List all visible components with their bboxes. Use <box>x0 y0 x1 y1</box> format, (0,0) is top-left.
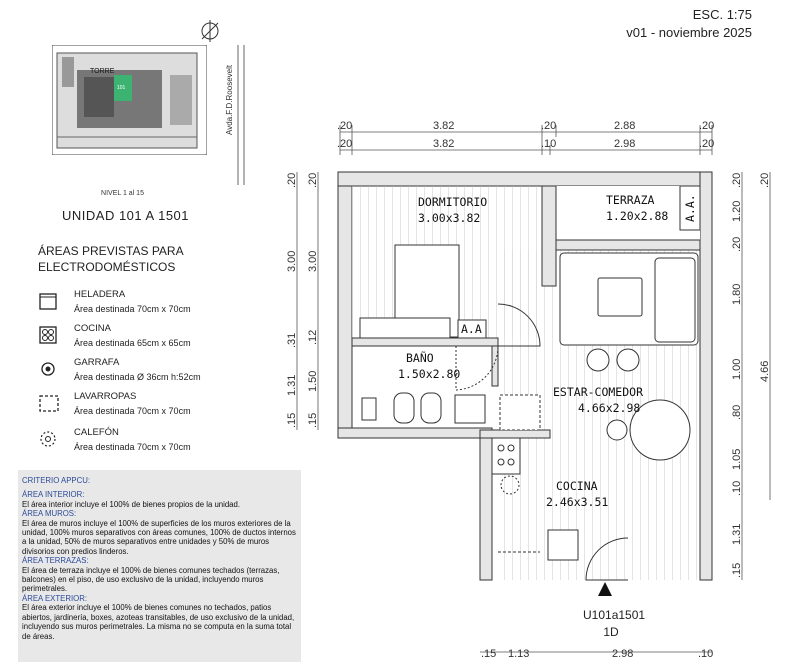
dim-left-2: 1.50 <box>307 370 319 392</box>
legend-name: CALEFÓN <box>74 427 119 438</box>
dim-left-2: .20 <box>307 172 319 188</box>
aa-label-terraza: A.A. <box>683 194 697 222</box>
room-size: 1.50x2.80 <box>398 367 461 381</box>
appliances-title: ÁREAS PREVISTAS PARA ELECTRODOMÉSTICOS <box>38 244 183 274</box>
legend-name: COCINA <box>74 323 111 334</box>
dim-bottom: 2.98 <box>612 648 634 660</box>
dim-left-1: .20 <box>286 172 298 188</box>
room-size: 4.66x2.98 <box>578 401 641 415</box>
dim-right-1: 1.80 <box>731 283 743 305</box>
dim-left-1: .31 <box>286 332 298 348</box>
aa-label-dorm: A.A <box>461 322 482 336</box>
dim-right-1: .80 <box>731 404 743 420</box>
dim-right-2: .20 <box>759 172 771 188</box>
dim-right-1: 1.00 <box>731 358 743 380</box>
criteria-title: CRITERIO APPCU: <box>22 476 91 485</box>
dim-bottom: .15 <box>481 648 497 660</box>
unit-code: U101a1501 <box>583 608 646 622</box>
criteria-text: El área interior incluye el 100% de bienes propios de la unidad. <box>22 499 241 509</box>
room-name: BAÑO <box>406 351 434 365</box>
dim-left-1: 3.00 <box>286 250 298 272</box>
dim-top-1: .20 <box>541 120 557 132</box>
legend-desc: Área destinada Ø 36cm h:52cm <box>74 372 201 382</box>
room-size: 1.20x2.88 <box>606 209 669 223</box>
plan-code <box>583 607 646 641</box>
dim-top-2: .20 <box>699 138 715 150</box>
criteria-heading: ÁREA TERRAZAS: <box>22 556 89 566</box>
dim-left-2: .12 <box>307 329 319 345</box>
dim-left-2: .15 <box>307 412 319 428</box>
room-name: TERRAZA <box>606 193 655 207</box>
legend-name: LAVARROPAS <box>74 391 137 402</box>
criteria-text: El área de muros incluye el 100% de superficies de los muros exteriores de la unidad, 100% muros separativos con áreas comunes, 100% de ductos internos a la unidad, 50% de muros separativos entre unidades y 50% de muros divisorios con predios linderos. <box>22 518 296 556</box>
tower-label: TORRE <box>90 68 115 75</box>
criteria-heading: ÁREA INTERIOR: <box>22 490 85 500</box>
dim-top-2: 3.82 <box>433 138 455 150</box>
legend-desc: Área destinada 70cm x 70cm <box>74 304 191 314</box>
version-label: v01 - noviembre 2025 <box>626 25 752 40</box>
unit-title: UNIDAD 101 A 1501 <box>62 208 190 223</box>
dim-right-1: .20 <box>731 236 743 252</box>
dim-bottom: .10 <box>698 648 714 660</box>
dim-right-1: .10 <box>731 480 743 496</box>
legend-desc: Área destinada 70cm x 70cm <box>74 442 191 452</box>
legend-desc: Área destinada 70cm x 70cm <box>74 406 191 416</box>
dim-left-1: 1.31 <box>286 374 298 396</box>
criteria-text: El área exterior incluye el 100% de bienes comunes no techados, patios abiertos, jardinería, boxes, azoteas transitables, de uso exclusivo de la unidad, incluyendo sus muros perimetrales. La misma no se computa en la suma total de áreas. <box>22 603 295 641</box>
room-name: ESTAR-COMEDOR <box>553 385 644 399</box>
dim-right-2: 4.66 <box>759 360 771 382</box>
scale-label: ESC. 1:75 <box>692 7 752 22</box>
dim-left-2: 3.00 <box>307 250 319 272</box>
dim-top-1: .20 <box>699 120 715 132</box>
dim-top-2: .20 <box>337 138 353 150</box>
dim-bottom: 1.13 <box>508 648 530 660</box>
dim-top-1: .20 <box>337 120 353 132</box>
dim-right-1: 1.31 <box>731 523 743 545</box>
dim-left-1: .15 <box>286 412 298 428</box>
dim-top-2: .10 <box>541 138 557 150</box>
dim-right-1: .15 <box>731 562 743 578</box>
dim-right-1: 1.05 <box>731 448 743 470</box>
criteria-text: El área de terraza incluye el 100% de bienes comunes techados (terrazas, balcones) en el piso, de uso exclusivo de la unidad, incluyendo muros perimetrales. <box>22 565 280 594</box>
room-name: COCINA <box>556 479 598 493</box>
unit-tag: 101 <box>117 85 126 91</box>
criteria-heading: ÁREA MUROS: <box>22 509 77 519</box>
criteria-heading: ÁREA EXTERIOR: <box>22 593 87 603</box>
dim-top-2: 2.98 <box>614 138 636 150</box>
dim-top-1: 2.88 <box>614 120 636 132</box>
room-name: DORMITORIO <box>418 195 488 209</box>
dim-top-1: 3.82 <box>433 120 455 132</box>
legend-desc: Área destinada 65cm x 65cm <box>74 338 191 348</box>
legend-name: GARRAFA <box>74 357 120 368</box>
unit-type: 1D <box>603 625 619 639</box>
entry-arrow-icon <box>598 582 612 596</box>
street-name: Avda.F.D.Roosevelt <box>225 64 234 135</box>
room-size: 2.46x3.51 <box>546 495 609 509</box>
left-dims <box>286 173 319 428</box>
dim-right-1: 1.20 <box>731 200 743 222</box>
room-size: 3.00x3.82 <box>418 211 481 225</box>
dim-right-1: .20 <box>731 172 743 188</box>
legend-name: HELADERA <box>74 289 126 300</box>
level-label: NIVEL 1 al 15 <box>101 190 144 197</box>
